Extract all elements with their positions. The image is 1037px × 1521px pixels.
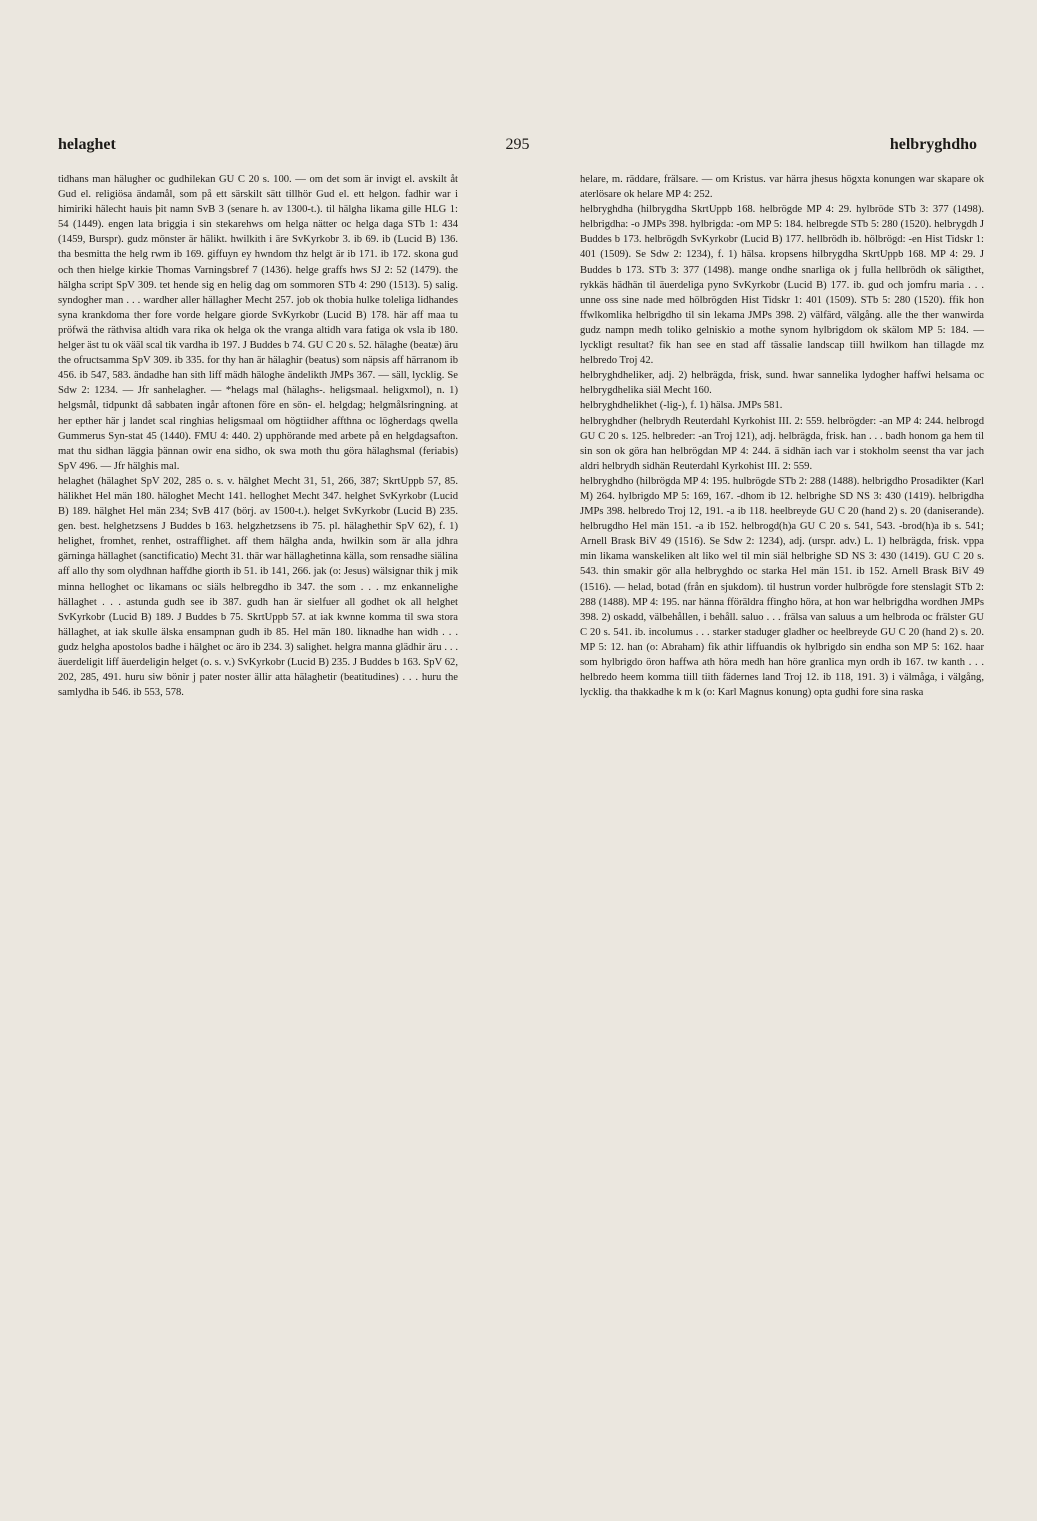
entry-helbryghdheliker: helbryghdheliker, adj. 2) helbrägda, frisk, sund. hwar sannelika lydogher haffwi helsama oc helbrygdhelika siäl Mecht 160. [580,370,984,397]
entry-helbryghdher: helbryghdher (helbrydh Reuterdahl Kyrkohist III. 2: 559. helbrögder: -an MP 4: 244. helbrogd GU C 20 s. 125. helbreder: -an Troj 121), adj. helbrägda, frisk. han . . . badh honom ga hem til sin son ok göra han helbrögdan MP 4: 244. ä sidhän iach var i stokholm seenst tha var jach aldri helbrydh sidhän Reuterdahl Kyrkohist III. 2: 559. [580,415,984,472]
page-header [58,136,977,160]
entry-helagher-continued: tidhans man hälugher oc gudhilekan GU C 20 s. 100. — om det som är invigt el. avskilt åt Gud el. religiösa ändamål, som på ett särskilt sätt tillhör Gud el. ett helgon. fadhir war i himiriki hälecht hauis þit namn SvB 3 (senare h. av 1300-t.). til hälgha likama gille HLG 1: 54 (1449). engen lata briggia i sin stekarehws om helga nätter oc helga daga STb 1: 434 (1459, Burspr). gudz mönster är hälikt. hwilkith i äre SvKyrkobr 3. ib 69. ib (Lucid B) 136. tha besmitta the helg rwm ib 169. giffuyn ey hwndom thz helgt är ib 171. ib 172. skona gud och then hielge kirkie Thomas Varningsbref 7 (1436). helge graffs hws SJ 2: 52 (1479). the hälgha script SpV 309. tet hende sig en helig dag om sommoren STb 4: 290 (1513). 5) salig. syndogher man . . . wardher aller hällagher Mecht 257. job ok thobia hulke toleliga lidhandes syna krankdoma ther fore vorde helgare giorde SvKyrkobr (Lucid B) 178. här aff maa tu pröfwä the räthvisa altidh vara rika ok helga ok the vranga altidh vara fatiga ok vsla ib 180. helger äst tu ok vääl scal tik vardha ib 197. J Buddes b 74. GU C 20 s. 52. hälaghe (beatæ) äru the ofructsamma SpV 309. ib 335. for thy han är hälaghir (beatus) som näpsis aff härranom ib 456. ib 547, 583. ändadhe han sith liff mädh häloghe ändelikth JMPs 367. — säll, lycklig. Se Sdw 2: 1234. — Jfr sanhelagher. — *helags mal (hälaghs-. heligsmaal. heligxmol), n. 1) helgsmål, tidpunkt då sabbaten ingår aftonen före en sön- el. helgdag; helgmålsringning. at her epther här j landet scal ringhias heligsmaal om högtiidher affthna oc lögherdags qwella Gummerus Syn-stat 45 (1440). FMU 4: 440. 2) upphörande med arbete på en helgdagsafton. mat thu sidhan läggia þännan owir ena sidho, ok swa moth thu göra hälaghsmal (feriabis) SpV 496. — Jfr hälghis mal. [58,174,458,472]
page-number: 295 [505,136,530,153]
entry-helbryghdho: helbryghdho (hilbrögda MP 4: 195. hulbrögde STb 2: 288 (1488). helbrigdho Prosadikter (Karl M) 264. hylbrigdo MP 5: 169, 167. -dhom ib 12. helbrighe SD NS 3: 430 (1419). helbrigdha JMPs 398. helbredo Troj 12, 191. -a ib 118. heelbreyde GU C 20 (hand 2) s. 20 (daniserande). helbrugdho Hel män 151. -a ib 152. helbrogd(h)a GU C 20 s. 541, 543. -brod(h)a ib s. 541; Arnell Brask BiV 49 (1516). Se Sdw 2: 1234), adj. (urspr. adv.) L. 1) helbrägda, frisk. vppa min likama wanskeliken alt liko wel til min siäl helbrighe SD NS 3: 430 (1419). GU C 20 s. 543. thin smakir gör alla helbryghdo oc starka Hel män 151. ib 152. Arnell Brask BiV 49 (1516). — helad, botad (från en sjukdom). til hustrun vorder hulbrögde fore stenslagit STb 2: 288 (1488). MP 4: 195. nar hänna fföräldra ffingho höra, at hon war helbrigdha wordhen JMPs 398. 2) oskadd, välbehållen, i behåll. saluo . . . frälsa van saluus a um helbroda oc frälster GU C 20 s. 541. ib. incolumus . . . starker staduger gladher oc heelbreyde GU C 20 (hand 2) s. 20. MP 5: 12. han (o: Abraham) fik athir liffuandis ok hylbrigdo sin endha son MP 5: 162. haar som hylbrigdo öron haffwa ath höra medh han höre granlica myn ordh ib 167. tw kanth . . . helbredo heem komma tiill tiith fädernes land Troj 12. ib 118, 191. 3) i välmåga, i välgång, lycklig. tha thakkadhe k m k (o: Karl Magnus konung) opta gudhi fore sina raska [580,475,984,699]
header-left-guide-word: helaghet [58,136,116,153]
right-column [580,172,984,700]
header-right-guide-word: helbryghdho [889,136,977,153]
entry-helaghet: helaghet (hälaghet SpV 202, 285 o. s. v. hälghet Mecht 31, 51, 266, 387; SkrtUppb 57, 85. hälikhet Hel män 180. häloghet Mecht 141. helloghet Mecht 347. helghet SvKyrkobr (Lucid B) 189. hälghet Hel män 234; SvB 417 (börj. av 1500-t.). helget SvKyrkobr (Lucid B) 235. gen. best. helghetzsens J Buddes b 163. helgzhetzsens ib 75. pl. hälaghethir SpV 62), f. 1) helighet, fromhet, renhet, ostrafflighet. aff them hälgha anda, hwilkin som är alla jdhra gärninga hällaghet (sanctificatio) Mecht 31. thär war hällaghetinna källa, som rensadhe siälina aff allo thy som olydhnan haffdhe giorth ib 51. ib 141, 266. jak (o: Jesus) wälsignar thik j mik minna helloghet oc likamans oc siäls helbregdho ib 347. the som . . . mz enkannelighe hällaghet . . . astunda gudh see ib 387. gudh han är sielfuer all godhet ok all helghet SvKyrkobr (Lucid B) 189. J Buddes b 75. SkrtUppb 57. at iak kwnne komma til swa stora hällaghet, at iak skulle älska ensampnan gudh ib 85. Hel män 180. liknadhe han widh . . . gudz helgha apostolos badhe i hälghet oc äro ib 234. 3) salighet. helgra manna glädhir äru . . . äuerdeligit liff äuerdeligin helget (o. s. v.) SvKyrkobr (Lucid B) 235. J Buddes b 163. SpV 62, 202, 285, 491. huru siw bönir j pater noster ällir atta hälaghetir (beatitudines) . . . huru the samlydha ib 546. ib 553, 578. [58,475,458,699]
entry-helbryghdha: helbryghdha (hilbrygdha SkrtUppb 168. helbrögde MP 4: 29. hylbröde STb 3: 377 (1498). helbrigdha: -o JMPs 398. hylbrigda: -om MP 5: 184. helbregde STb 5: 280 (1520). helbrygdh J Buddes b 173. helbrögdh SvKyrkobr (Lucid B) 177. hellbrödh ib. hölbrögd: -en Hist Tidskr 1: 401 (1509). Se Sdw 2: 1234), f. 1) hälsa. kropsens hilbrygdha SkrtUppb 168. MP 4: 29. J Buddes b 173. STb 3: 377 (1498). mange ondhe snarliga ok j fulla hellbrödh ok säligthet, rykkäs hädhän til äuerdeliga pyno SvKyrkobr (Lucid B) 177. ib. gud och jomfru maria . . . unne oss sine nade med hölbrögden Hist Tidskr 1: 401 (1509). STb 5: 280 (1520). ffik hon ffwlkomlika helbrigdho til sin lekama JMPs 398. 2) välfärd, välgång. alle the ther wanwirda gudz nampn medh toliko gelniskio a mothe synom hylbrigdom ok skälom MP 5: 184. — lyckligt resultat? fik han see en stad aff tässalie landscap tiill hwilkom han tillagde mz helbredo Troj 42. [580,204,984,367]
left-column [58,172,458,700]
entry-helare: helare, m. räddare, frälsare. — om Kristus. var härra jhesus högxta konungen war skapare ok aterlösare ok helare MP 4: 252. [580,174,984,201]
entry-helbryghdhelikhet: helbryghdhelikhet (-lig-), f. 1) hälsa. JMPs 581. [580,400,783,412]
